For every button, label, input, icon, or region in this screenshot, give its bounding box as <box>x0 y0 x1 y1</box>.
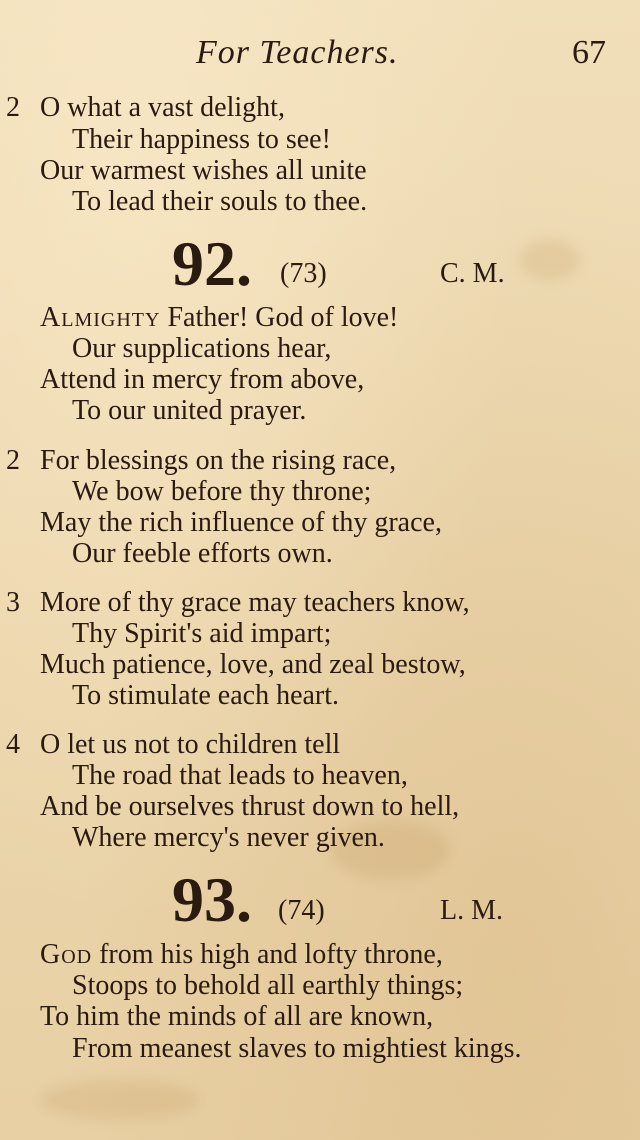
verse-line: O what a vast delight, <box>40 92 285 123</box>
verse-line: To him the minds of all are known, <box>40 1001 434 1032</box>
verse-line: To stimulate each heart. <box>72 680 340 711</box>
verse-line: To our united prayer. <box>72 395 307 426</box>
verse-line: Thy Spirit's aid impart; <box>72 618 332 649</box>
page-number: 67 <box>572 34 606 71</box>
hymn-reference: (74) <box>278 895 325 926</box>
verse-line: The road that leads to heaven, <box>72 760 408 791</box>
verse-line: O let us not to children tell <box>40 729 341 760</box>
verse-line: Attend in mercy from above, <box>40 364 365 395</box>
verse-line: And be ourselves thrust down to hell, <box>40 791 460 822</box>
paper-stain <box>520 240 580 280</box>
verse-line: May the rich influence of thy grace, <box>40 507 442 538</box>
hymn-reference: (73) <box>280 258 327 289</box>
verse-number: 2 <box>6 92 20 123</box>
first-line-rest: Father! God of love! <box>167 302 399 333</box>
verse-line <box>40 302 398 334</box>
verse-number: 3 <box>6 587 20 618</box>
verse-line: Our warmest wishes all unite <box>40 155 367 186</box>
verse-line: Where mercy's never given. <box>72 822 385 853</box>
running-header <box>0 34 640 78</box>
first-word: God <box>40 939 93 970</box>
running-title: For Teachers. <box>196 34 399 71</box>
first-word: Almighty <box>40 302 161 333</box>
verse-line: Their happiness to see! <box>72 124 331 155</box>
hymn-number: 92. <box>172 228 252 299</box>
verse-line: Much patience, love, and zeal bestow, <box>40 649 466 680</box>
hymn-meter: C. M. <box>440 258 505 289</box>
verse-line: Stoops to behold all earthly things; <box>72 970 464 1001</box>
verse-line: Our feeble efforts own. <box>72 538 333 569</box>
hymn-number: 93. <box>172 864 252 935</box>
verse-line: For blessings on the rising race, <box>40 445 397 476</box>
verse-line: Our supplications hear, <box>72 333 332 364</box>
verse-line: From meanest slaves to mightiest kings. <box>72 1033 522 1064</box>
verse-line: To lead their souls to thee. <box>72 186 368 217</box>
verse-line <box>40 939 443 971</box>
first-line-rest: from his high and lofty throne, <box>99 939 443 970</box>
verse-number: 4 <box>6 729 20 760</box>
verse-number: 2 <box>6 445 20 476</box>
hymn-meter: L. M. <box>440 895 503 926</box>
verse-line: More of thy grace may teachers know, <box>40 587 470 618</box>
verse-line: We bow before thy throne; <box>72 476 372 507</box>
paper-stain <box>40 1080 200 1120</box>
